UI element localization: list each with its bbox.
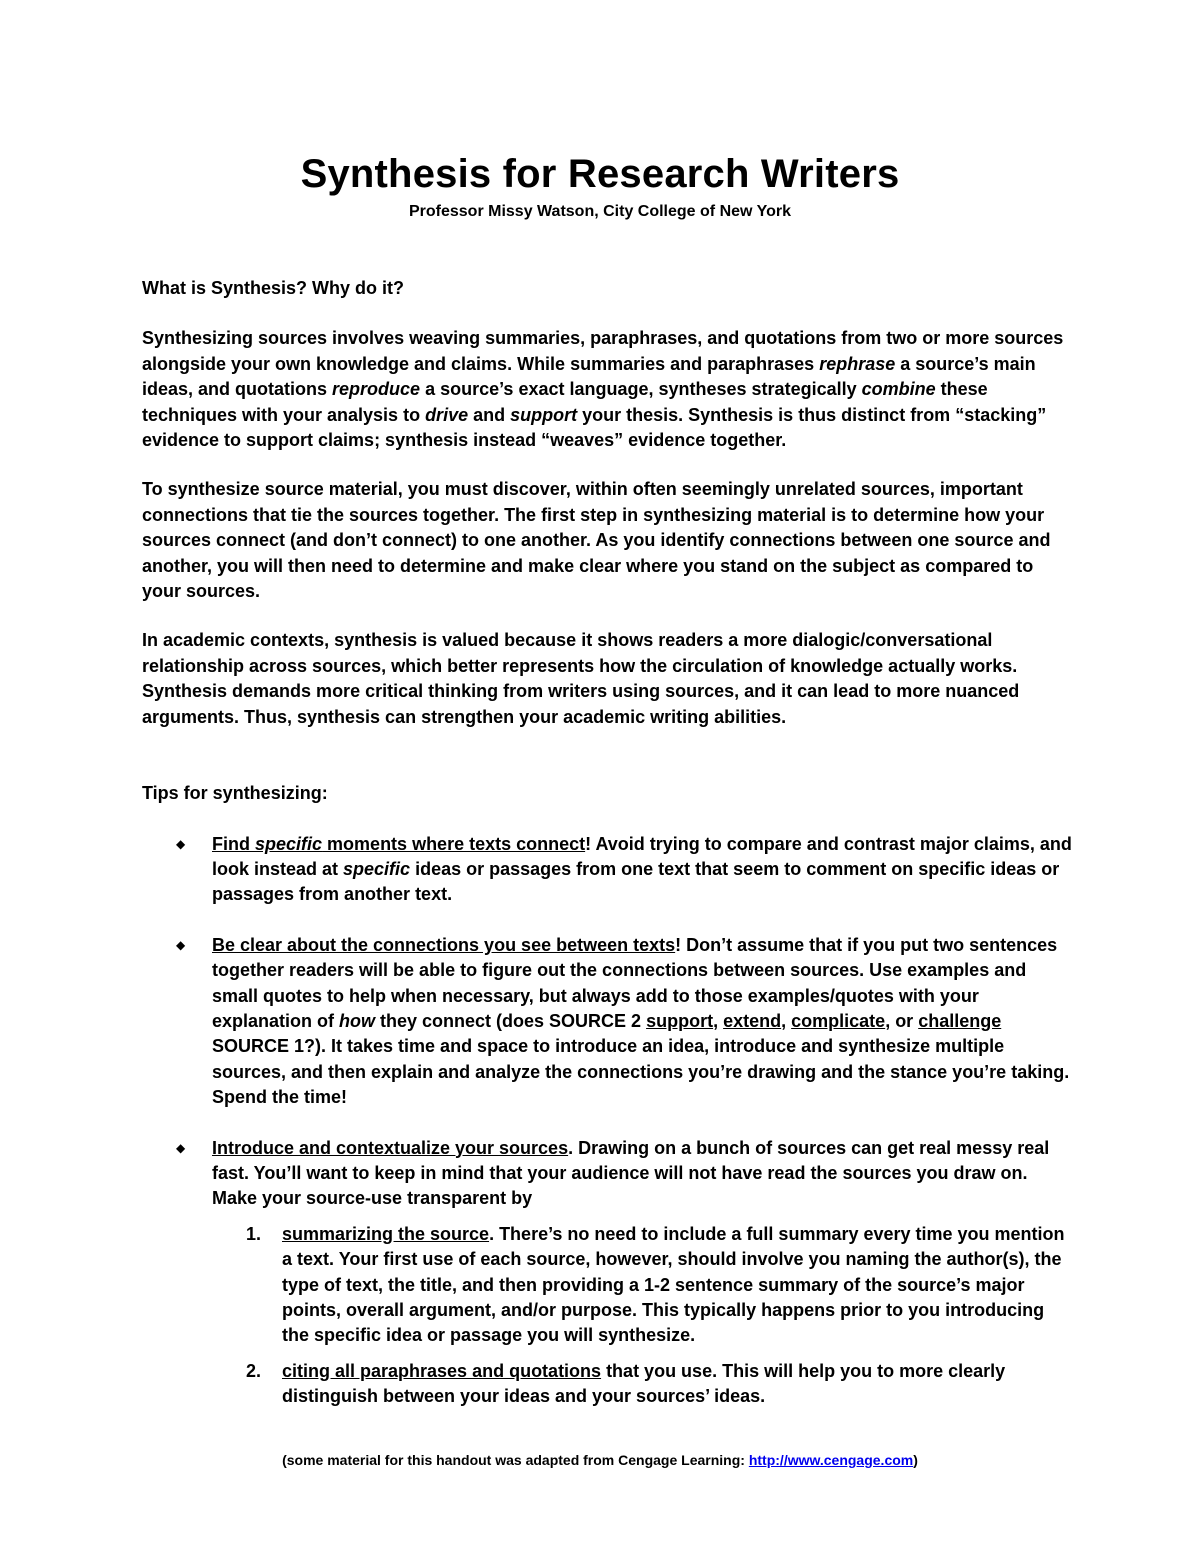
diamond-bullet-icon: ◆ xyxy=(176,1140,186,1155)
list-item xyxy=(212,1359,1072,1410)
tips-list xyxy=(142,832,1072,1410)
list-item xyxy=(142,1136,1072,1410)
text: , xyxy=(713,1010,724,1031)
text: citing all paraphrases and quotations xyxy=(282,1360,602,1381)
text: Be clear about the connections you see between texts xyxy=(212,934,676,955)
text: Introduce and contextualize your sources xyxy=(212,1137,569,1158)
sub-list xyxy=(212,1222,1072,1410)
section-heading-what-is-synthesis: What is Synthesis? Why do it? xyxy=(142,278,405,298)
text: support xyxy=(646,1010,714,1031)
text: , or xyxy=(885,1010,919,1031)
page-title: Synthesis for Research Writers xyxy=(300,152,900,196)
page-subtitle: Professor Missy Watson, City College of New York xyxy=(408,203,791,220)
emphasis-specific: specific xyxy=(343,858,411,879)
text: that you use. This will help you to more clearly distinguish between your ideas and your sources’ ideas. xyxy=(282,1360,1006,1407)
text: SOURCE 1?). It takes time and space to introduce an idea, introduce and synthesize multiple sources, and then explain and analyze the connections you’re drawing and the stance you’re taking. Spend the time! xyxy=(212,1036,1070,1108)
list-gap xyxy=(212,1349,1072,1359)
list-number: 2. xyxy=(246,1360,262,1381)
emphasis-specific: specific xyxy=(255,833,323,854)
emphasis-support: support xyxy=(510,404,578,425)
cengage-link[interactable]: http://www.cengage.com xyxy=(748,1452,914,1468)
document-body xyxy=(142,276,1072,1410)
text: ideas or passages from one text that seem to comment on specific ideas or passages from another text. xyxy=(212,858,1060,905)
diamond-bullet-icon: ◆ xyxy=(176,937,186,952)
text: Synthesizing sources involves weaving summaries, paraphrases, and quotations from two or more sources alongside your own knowledge and claims. While summaries and paraphrases xyxy=(142,328,1064,374)
text: extend xyxy=(723,1010,782,1031)
text: ) xyxy=(913,1452,918,1468)
text: ! Avoid trying to compare and contrast major claims, and look instead at xyxy=(212,833,1072,879)
text: ! Don’t assume that if you put two sentences together readers will be able to figure out the connections between sources. Use examples and small quotes to help when necessary, but always add to those examples/quotes with your explanation of xyxy=(212,934,1058,1031)
text: complicate xyxy=(791,1010,886,1031)
text: . Drawing on a bunch of sources can get real messy real fast. You’ll want to keep in mind that your audience will not have read the sources you draw on. Make your source-use transparent by xyxy=(212,1137,1050,1209)
text: Find xyxy=(212,833,255,854)
emphasis-combine: combine xyxy=(861,379,936,400)
text: and xyxy=(468,404,511,425)
text: (some material for this handout was adapted from Cengage Learning: xyxy=(282,1452,749,1468)
list-gap xyxy=(142,908,1072,933)
emphasis-drive: drive xyxy=(425,404,469,425)
paragraph-academic-contexts: In academic contexts, synthesis is valued because it shows readers a more dialogic/conversational relationship across sources, which better represents how the circulation of knowledge actually works. Synthesis demands more critical thinking from writers using sources, and it can lead to more nuanced arguments. Thus, synthesis can strengthen your academic writing abilities. xyxy=(142,630,1020,727)
list-item xyxy=(142,933,1072,1111)
text: , xyxy=(781,1010,792,1031)
paragraph-to-synthesize: To synthesize source material, you must discover, within often seemingly unrelated sources, important connections that tie the sources together. The first step in synthesizing material is to determine how your sources connect (and don’t connect) to one another. As you identify connections between one source and another, you will then need to determine and make clear where you stand on the subject as compared to your sources. xyxy=(142,479,1051,602)
list-gap xyxy=(142,1111,1072,1136)
footer-note xyxy=(0,1450,1200,1470)
emphasis-rephrase: rephrase xyxy=(819,353,896,374)
section-heading-tips: Tips for synthesizing: xyxy=(142,783,328,804)
text: moments where texts connect xyxy=(322,833,586,854)
emphasis-how: how xyxy=(339,1010,376,1031)
diamond-bullet-icon: ◆ xyxy=(176,836,186,851)
text: your thesis. Synthesis is thus distinct from “stacking” evidence to support claims; synthesis instead “weaves” evidence together. xyxy=(142,404,1047,451)
list-item xyxy=(212,1222,1072,1349)
text: . There’s no need to include a full summary every time you mention a text. Your first use of each source, however, should involve you naming the author(s), the type of text, the title, and then providing a 1-2 sentence summary of the source’s major points, overall argument, and/or purpose. This typically happens prior to you introducing the specific idea or passage you will synthesize. xyxy=(282,1223,1065,1346)
text: they connect (does SOURCE 2 xyxy=(375,1010,647,1031)
list-number: 1. xyxy=(246,1223,262,1244)
list-item xyxy=(142,832,1072,908)
text: challenge xyxy=(918,1010,1002,1031)
text: summarizing the source xyxy=(282,1223,490,1244)
paragraph-synthesizing-sources xyxy=(142,326,1072,453)
text: a source’s main ideas, and quotations xyxy=(142,353,1036,400)
text: these techniques with your analysis to xyxy=(142,379,988,425)
text: a source’s exact language, syntheses strategically xyxy=(420,379,862,400)
emphasis-reproduce: reproduce xyxy=(332,379,421,400)
